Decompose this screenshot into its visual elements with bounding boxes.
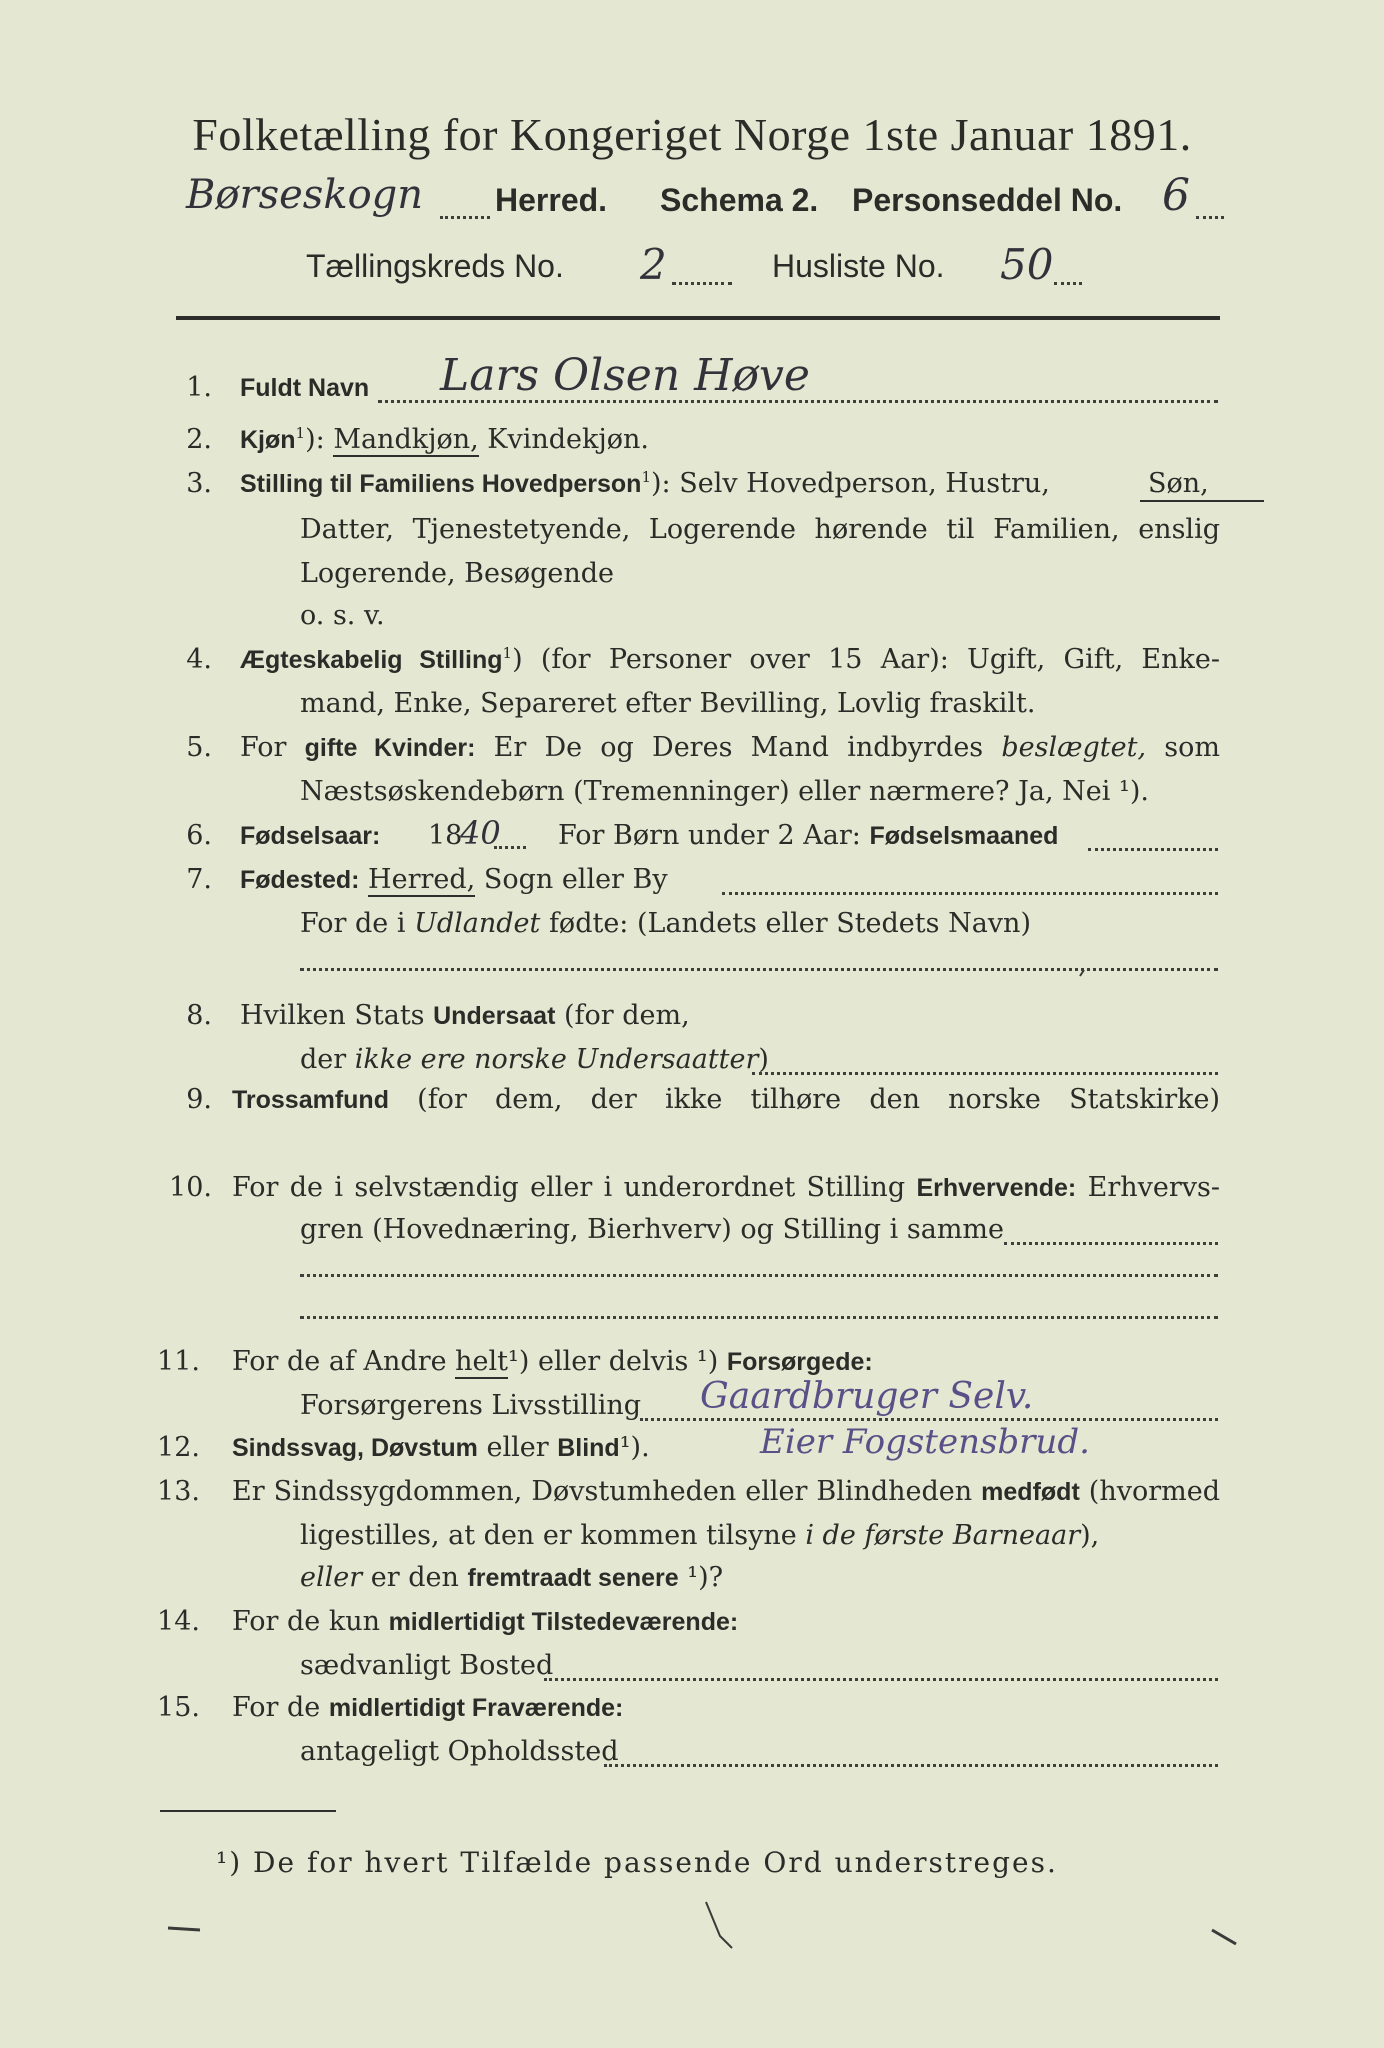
birthplace-herred-selected: Herred, — [368, 864, 476, 895]
text: Er Sindssygdommen, Døvstumheden eller Blindheden — [232, 1476, 982, 1507]
supporter-occupation-label: Forsørgerens Livsstilling — [300, 1390, 642, 1421]
text: Sogn eller By — [475, 864, 668, 895]
label-married-women: gifte Kvinder: — [304, 734, 476, 762]
birth-year-prefix: 18 — [428, 820, 463, 851]
text: Erhvervs- — [1076, 1172, 1220, 1203]
item-number: 1. — [186, 372, 212, 403]
footnote-mark: 1 — [502, 644, 513, 662]
label-marital-status: Ægteskabelig Stilling — [240, 646, 503, 674]
label-family-position: Stilling til Familiens Hovedperson — [240, 470, 642, 498]
label-temp-absent: midlertidigt Fraværende: — [328, 1694, 624, 1722]
item-number: 11. — [157, 1346, 200, 1377]
text: (hvormed — [1079, 1476, 1220, 1507]
text: Er De og Deres Mand indbyrdes — [475, 732, 1002, 763]
label-subject: Undersaat — [433, 1002, 556, 1030]
marital-options: ) (for Personer over 15 Aar): Ugift, Gift, Enke- — [512, 644, 1220, 675]
label-supported: Forsørgede: — [726, 1348, 873, 1376]
text: ), — [1080, 1520, 1100, 1551]
text: For de i selvstændig eller i underordnet Stilling — [232, 1172, 917, 1203]
gender-female: Kvindekjøn. — [478, 424, 649, 455]
disability-value: Eier Fogstensbrud. — [760, 1422, 1090, 1462]
herred-label: Herred. — [495, 182, 608, 218]
text-italic: Udlandet — [414, 908, 541, 939]
supporter-occupation-value: Gaardbruger Selv. — [700, 1376, 1034, 1417]
text-italic: ikke ere norske Undersaatter — [354, 1044, 759, 1075]
item-number: 2. — [186, 424, 212, 455]
form-title: Folketælling for Kongeriget Norge 1ste Januar 1891. — [192, 109, 1192, 160]
item-number: 12. — [157, 1432, 200, 1463]
personseddel-label: Personseddel No. — [852, 182, 1123, 218]
gender-sep: ): — [305, 424, 334, 455]
text: Hvilken Stats — [240, 1000, 434, 1031]
text: ¹)? — [678, 1562, 724, 1593]
taellingskreds-label: Tællingskreds No. — [306, 248, 564, 284]
text: der — [300, 1044, 355, 1075]
gender-male-selected: Mandkjøn, — [333, 424, 479, 455]
personseddel-value: 6 — [1162, 170, 1190, 221]
label-gender: Kjøn — [240, 426, 296, 454]
item-number: 13. — [157, 1476, 200, 1507]
label-religion: Trossamfund — [232, 1086, 389, 1114]
taellingskreds-value: 2 — [640, 240, 667, 289]
text: For Børn under 2 Aar: — [558, 820, 870, 851]
item-number: 14. — [157, 1606, 200, 1637]
label-birth-month: Fødselsmaaned — [869, 822, 1059, 850]
footnote-text: ¹) De for hvert Tilfælde passende Ord understreges. — [216, 1846, 1058, 1879]
text-italic: eller — [300, 1562, 363, 1593]
item-number: 8. — [186, 1000, 212, 1031]
item-number: 9. — [186, 1084, 212, 1115]
usual-residence-label: sædvanligt Bosted — [300, 1650, 554, 1681]
text: fødte: (Landets eller Stedets Navn) — [540, 908, 1031, 939]
label-later-onset: fremtraadt senere — [467, 1564, 679, 1592]
item-number: 3. — [186, 468, 212, 499]
text: For de i — [300, 908, 415, 939]
item-number: 4. — [186, 644, 212, 675]
item-number: 6. — [186, 820, 212, 851]
label-occupation: Erhvervende: — [916, 1174, 1077, 1202]
item-number: 7. — [186, 864, 212, 895]
schema-label: Schema 2. — [660, 182, 819, 218]
married-women-line-2: Næstsøskendebørn (Tremenninger) eller nærmere? Ja, Nei ¹). — [300, 776, 1149, 807]
text: For de af Andre — [232, 1346, 456, 1377]
text: er den — [362, 1562, 468, 1593]
position-options: ): Selv Hovedperson, Hustru, — [651, 468, 1050, 499]
text: For de kun — [232, 1606, 389, 1637]
position-options-2: Datter, Tjenestetyende, Logerende hørende til Familien, enslig — [300, 514, 1220, 545]
text: For de — [232, 1692, 329, 1723]
position-options-4: o. s. v. — [300, 600, 385, 631]
text: (for dem, der ikke tilhøre den norske Statskirke) — [388, 1084, 1220, 1115]
text: som — [1146, 732, 1220, 763]
supported-helt-selected: helt — [455, 1346, 509, 1377]
position-options-3: Logerende, Besøgende — [300, 558, 614, 589]
label-birth-year: Fødselsaar: — [240, 822, 381, 850]
text: ) — [758, 1044, 769, 1075]
text: For — [240, 732, 305, 763]
text: ligestilles, at den er kommen tilsyne — [300, 1520, 806, 1551]
text: (for dem, — [555, 1000, 690, 1031]
text-italic: beslægtet, — [1001, 732, 1147, 763]
item-number: 10. — [169, 1172, 212, 1203]
label-full-name: Fuldt Navn — [240, 374, 370, 402]
label-disability: Sindssvag, Døvstum — [232, 1434, 478, 1462]
husliste-label: Husliste No. — [772, 248, 945, 284]
item-number: 5. — [186, 732, 212, 763]
herred-value: Børseskogn — [186, 172, 424, 218]
text: ¹) eller delvis ¹) — [508, 1346, 727, 1377]
label-birthplace: Fødested: — [240, 866, 360, 894]
husliste-value: 50 — [1000, 240, 1054, 289]
position-son-selected: Søn, — [1148, 468, 1209, 499]
presumed-residence-label: antageligt Opholdssted — [300, 1736, 619, 1767]
item-number: 15. — [157, 1692, 200, 1723]
label-blind: Blind — [557, 1434, 620, 1462]
text-italic: i de første Barneaar — [805, 1520, 1081, 1551]
text: ¹). — [619, 1432, 650, 1463]
label-temp-present: midlertidigt Tilstedeværende: — [388, 1608, 739, 1636]
birth-year-value: 40 — [460, 814, 501, 852]
marital-options-2: mand, Enke, Separeret efter Bevilling, Lovlig fraskilt. — [300, 688, 1036, 719]
occupation-line-2: gren (Hovednæring, Bierhverv) og Stilling i samme — [300, 1214, 1005, 1245]
text: eller — [477, 1432, 558, 1463]
footnote-mark: 1 — [641, 468, 651, 486]
full-name-value: Lars Olsen Høve — [440, 350, 810, 401]
label-congenital: medfødt — [981, 1478, 1080, 1506]
footnote-mark: 1 — [295, 424, 306, 442]
